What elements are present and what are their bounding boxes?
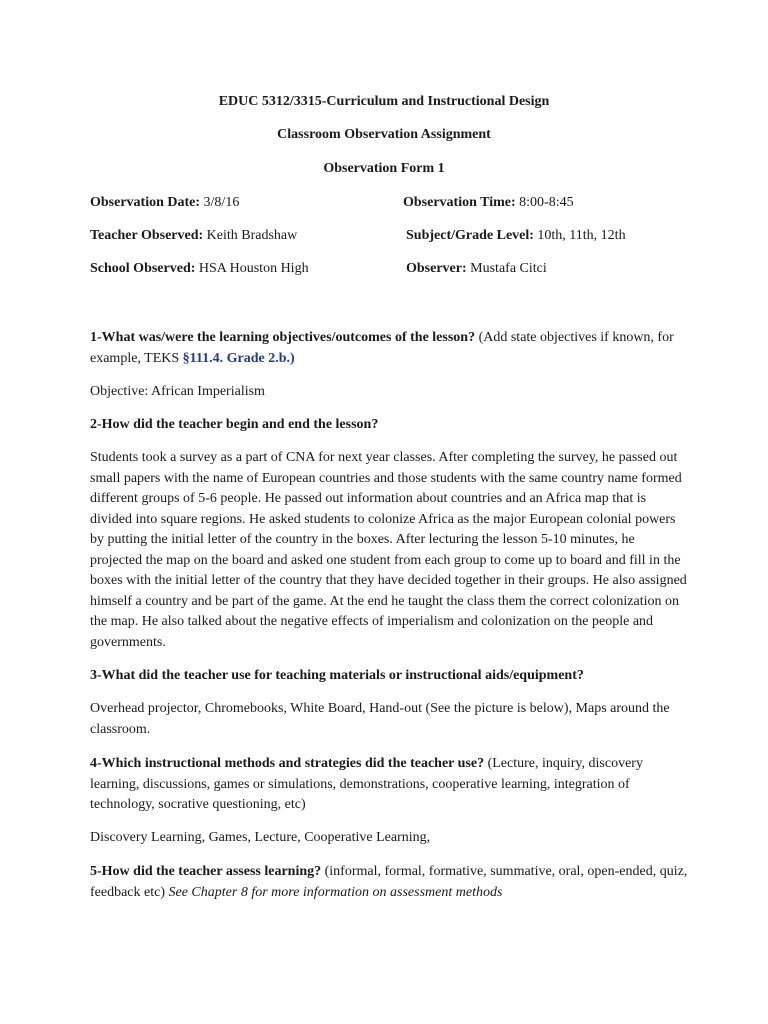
observation-time-value: 8:00-8:45 xyxy=(519,195,574,210)
question-4-text: 4-Which instructional methods and strategies did the teacher use? xyxy=(90,756,485,771)
teacher-observed xyxy=(90,228,297,244)
observation-time-label: Observation Time: xyxy=(403,195,516,210)
teacher-observed-value: Keith Bradshaw xyxy=(206,228,298,243)
question-3 xyxy=(90,666,690,687)
form-title: Observation Form 1 xyxy=(323,161,445,176)
question-4 xyxy=(90,754,690,816)
question-5-text: 5-How did the teacher assess learning? xyxy=(90,864,322,879)
question-5 xyxy=(90,862,690,903)
subject-grade xyxy=(406,228,626,244)
subject-grade-label: Subject/Grade Level: xyxy=(406,228,534,243)
school-observed-value: HSA Houston High xyxy=(198,261,309,276)
observation-date-value: 3/8/16 xyxy=(203,195,240,210)
course-title: EDUC 5312/3315-Curriculum and Instructional Design xyxy=(218,94,550,109)
observation-date-label: Observation Date: xyxy=(90,195,201,210)
question-1-text: 1-What was/were the learning objectives/outcomes of the lesson? xyxy=(90,330,476,345)
teacher-observed-label: Teacher Observed: xyxy=(90,228,204,243)
observer-label: Observer: xyxy=(406,261,467,276)
assignment-title: Classroom Observation Assignment xyxy=(277,127,491,142)
question-2 xyxy=(90,415,690,436)
observer-value: Mustafa Citci xyxy=(470,261,547,276)
answer-3: Overhead projector, Chromebooks, White Board, Hand-out (See the picture is below), Maps around the classroom. xyxy=(90,701,670,737)
question-1-note: (Add state objectives if known, for example, TEKS xyxy=(90,330,674,366)
question-1 xyxy=(90,328,690,369)
question-2-text: 2-How did the teacher begin and end the lesson? xyxy=(90,417,379,432)
question-3-text: 3-What did the teacher use for teaching materials or instructional aids/equipment? xyxy=(90,668,584,683)
school-observed xyxy=(90,261,309,277)
question-1-teks: §111.4. Grade 2.b.) xyxy=(182,350,295,366)
observer xyxy=(406,261,547,277)
question-4-note: (Lecture, inquiry, discovery learning, discussions, games or simulations, demonstrations, cooperative learning, integration of technology, socrative questioning, etc) xyxy=(90,756,643,812)
answer-1: Objective: African Imperialism xyxy=(90,384,265,399)
question-5-note: (informal, formal, formative, summative, oral, open-ended, quiz, feedback etc) xyxy=(90,864,688,900)
observation-date xyxy=(90,195,239,211)
subject-grade-value: 10th, 11th, 12th xyxy=(537,228,626,243)
answer-4: Discovery Learning, Games, Lecture, Cooperative Learning, xyxy=(90,830,431,845)
question-5-note-italic: See Chapter 8 for more information on assessment methods xyxy=(168,884,503,900)
school-observed-label: School Observed: xyxy=(90,261,196,276)
observation-time xyxy=(403,195,574,211)
answer-2: Students took a survey as a part of CNA for next year classes. After completing the survey, he passed out small papers with the name of European countries and those students with the same country name formed different groups of 5-6 people. He passed out information about countries and an Africa map that is divided into square regions. He asked students to colonize Africa as the major European colonial powers by putting the initial letter of the country in the boxes. After lecturing the lesson 5-10 minutes, he projected the map on the board and asked one student from each group to come up to board and fill in the boxes with the initial letter of the country that they have decided together in their groups. He also assigned himself a country and be part of the game. At the end he taught the class them the correct colonization on the map. He also talked about the negative effects of imperialism and colonization on the people and governments. xyxy=(90,450,687,650)
